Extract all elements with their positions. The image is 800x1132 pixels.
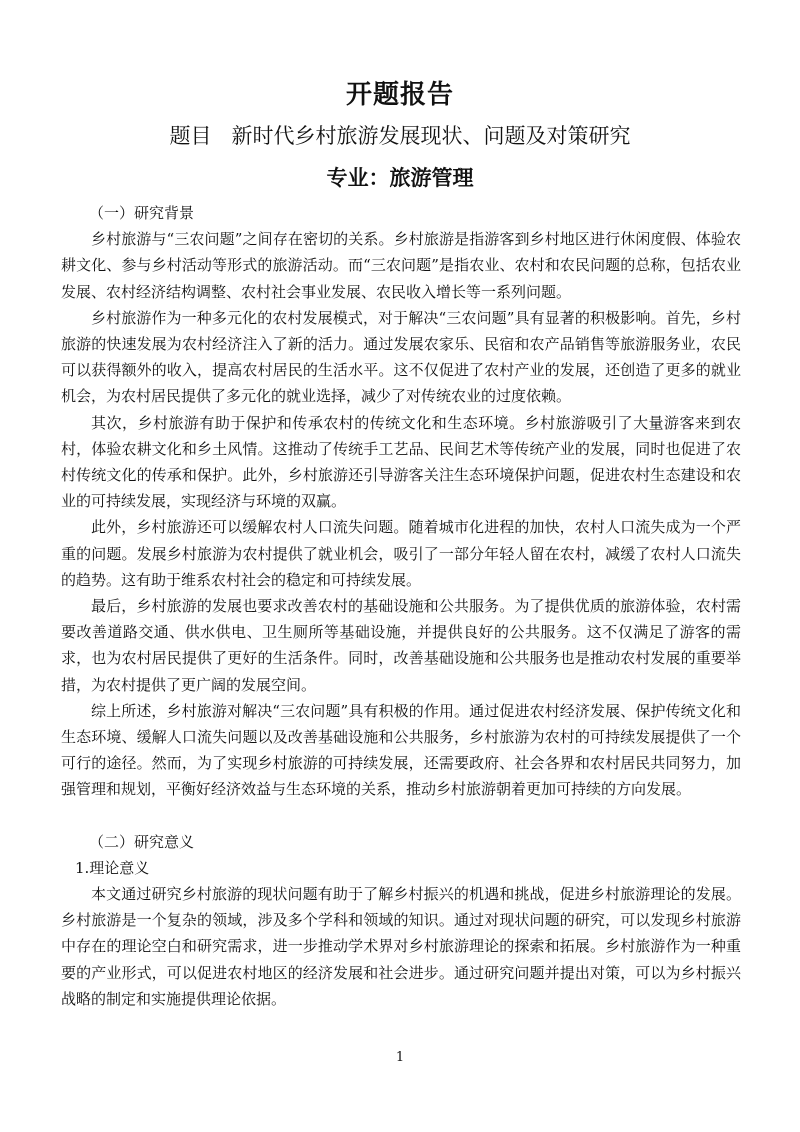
thesis-topic: 题目 新时代乡村旅游发展现状、问题及对策研究 [169, 124, 631, 148]
subsection-heading-theory: 1.理论意义 [75, 858, 150, 877]
section-heading-background: （一）研究背景 [89, 204, 195, 222]
page-number: 1 [395, 1050, 405, 1065]
paragraph: 综上所述，乡村旅游对解决“三农问题”具有积极的作用。通过促进农村经济发展、保护传统文化和生态环境、缓解人口流失问题以及改善基础设施和公共服务，乡村旅游为农村的可持续发展提供了一个可行的途径。然而，为了实现乡村旅游的可持续发展，还需要政府、社会各界和农村居民共同努力，加强管理和规划，平衡好经济效益与生态环境的关系，推动乡村旅游朝着更加可持续的方向发展。 [61, 701, 741, 799]
paragraph: 乡村旅游与“三农问题”之间存在密切的关系。乡村旅游是指游客到乡村地区进行休闲度假、体验农耕文化、参与乡村活动等形式的旅游活动。而“三农问题”是指农业、农村和农民问题的总称，包括农业发展、农村经济结构调整、农村社会事业发展、农民收入增长等一系列问题。 [61, 230, 741, 301]
section-heading-significance: （二）研究意义 [89, 832, 195, 851]
paragraph-gap [61, 803, 741, 829]
document-title: 开题报告 [345, 80, 454, 110]
paragraph: 本文通过研究乡村旅游的现状问题有助于了解乡村振兴的机遇和挑战，促进乡村旅游理论的发展。乡村旅游是一个复杂的领域，涉及多个学科和领域的知识。通过对现状问题的研究，可以发现乡村旅游中存在的理论空白和研究需求，进一步推动学术界对乡村旅游理论的探索和拓展。乡村旅游作为一种重要的产业形式，可以促进农村地区的经济发展和社会进步。通过研究问题并提出对策，可以为乡村振兴战略的制定和实施提供理论依据。 [61, 885, 741, 1008]
paragraph: 其次，乡村旅游有助于保护和传承农村的传统文化和生态环境。乡村旅游吸引了大量游客来到农村，体验农耕文化和乡土风情。这推动了传统手工艺品、民间艺术等传统产业的发展，同时也促进了农村传统文化的传承和保护。此外，乡村旅游还引导游客关注生态环境保护问题，促进农村生态建设和农业的可持续发展，实现经济与环境的双赢。 [61, 413, 741, 511]
paragraph: 乡村旅游作为一种多元化的农村发展模式，对于解决“三农问题”具有显著的积极影响。首先，乡村旅游的快速发展为农村经济注入了新的活力。通过发展农家乐、民宿和农产品销售等旅游服务业，农民可以获得额外的收入，提高农村居民的生活水平。这不仅促进了农村产业的发展，还创造了更多的就业机会，为农村居民提供了多元化的就业选择，减少了对传统农业的过度依赖。 [61, 308, 741, 406]
document-body [61, 200, 741, 1012]
paragraph: 最后，乡村旅游的发展也要求改善农村的基础设施和公共服务。为了提供优质的旅游体验，农村需要改善道路交通、供水供电、卫生厕所等基础设施，并提供良好的公共服务。这不仅满足了游客的需求，也为农村居民提供了更好的生活条件。同时，改善基础设施和公共服务也是推动农村发展的重要举措，为农村提供了更广阔的发展空间。 [61, 597, 741, 694]
major-line: 专业：旅游管理 [326, 165, 474, 190]
paragraph: 此外，乡村旅游还可以缓解农村人口流失问题。随着城市化进程的加快，农村人口流失成为一个严重的问题。发展乡村旅游为农村提供了就业机会，吸引了一部分年轻人留在农村，减缓了农村人口流失的趋势。这有助于维系农村社会的稳定和可持续发展。 [61, 518, 741, 589]
